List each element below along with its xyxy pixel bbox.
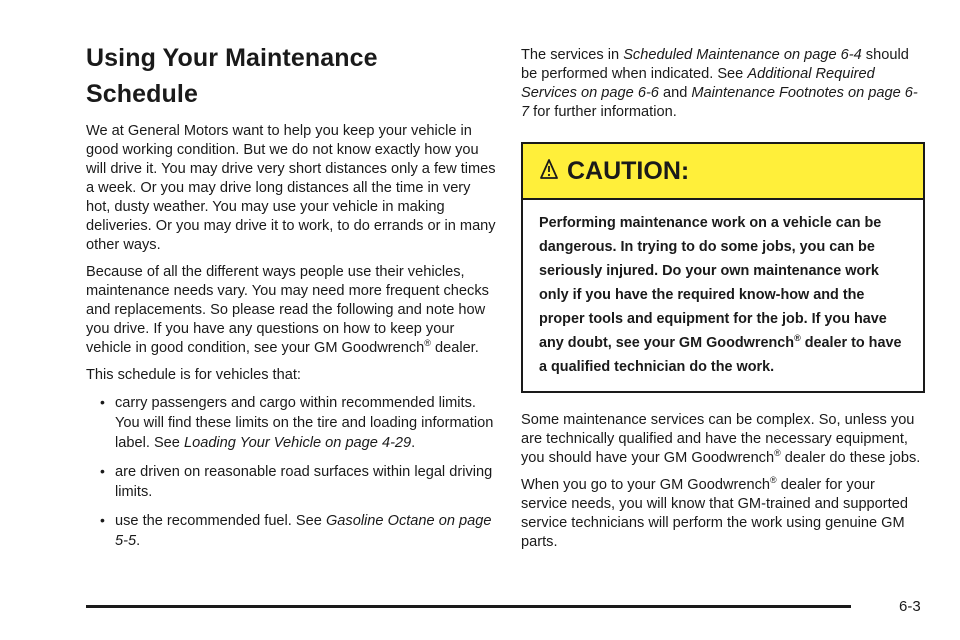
services-paragraph: The services in Scheduled Maintenance on page 6-4 should be performed when indicated. See Additional Required Services on page 6-6 and Maintenance Footnotes on page 6-7 for further information.: [521, 47, 918, 120]
vehicle-conditions-list: [86, 393, 496, 551]
caution-header: [523, 144, 923, 200]
page-number: 6-3: [899, 598, 921, 615]
complex-services-paragraph: Some maintenance services can be complex. So, unless you are technically qualified and have the necessary equipment, you should have your GM Goodwrench® dealer do these jobs.: [521, 412, 921, 466]
list-item: • use the recommended fuel. See Gasoline Octane on page 5-5.: [100, 512, 492, 549]
right-column: [521, 46, 925, 560]
registered-mark: ®: [424, 338, 431, 349]
list-item: • carry passengers and cargo within recommended limits. You will find these limits on the tire and loading information label. See Loading Your Vehicle on page 4-29.: [100, 394, 494, 451]
cross-reference: Additional Required Services on page 6-6: [521, 66, 875, 101]
bullet-icon: •: [100, 463, 105, 479]
footer-rule: [86, 605, 851, 608]
caution-title: CAUTION:: [567, 156, 690, 185]
bullet-icon: •: [100, 512, 105, 528]
page-title: Using Your Maintenance Schedule: [86, 44, 378, 108]
left-column: [86, 40, 496, 560]
usage-paragraph: Because of all the different ways people use their vehicles, maintenance needs vary. You may need more frequent checks and replacements. So please read the following and note how you drive. If you have any questions on how to keep your vehicle in good condition, see your GM Goodwrench® dealer.: [86, 264, 489, 356]
registered-mark: ®: [794, 333, 801, 344]
caution-body: [523, 200, 923, 391]
intro-paragraph: We at General Motors want to help you keep your vehicle in good working condition. But we do not know exactly how you will drive it. You may drive very short distances only a few times a week. Or you may drive long distances all the time in very hot, dusty weather. You may use your vehicle in making deliveries. Or you may drive it to work, to do errands or in many other ways.: [86, 123, 496, 253]
list-item: • are driven on reasonable road surfaces within legal driving limits.: [100, 463, 493, 500]
caution-text: Performing maintenance work on a vehicle can be dangerous. In trying to do some jobs, you can be seriously injured. Do your own maintenance work only if you have the required know-how and the proper tools and equipment for the job. If you have any doubt, see your GM Goodwrench® dealer to have a qualified technician do the work.: [539, 215, 902, 375]
registered-mark: ®: [774, 448, 781, 459]
caution-box: [521, 142, 925, 393]
registered-mark: ®: [770, 475, 777, 486]
cross-reference: Maintenance Footnotes on page 6-7: [521, 85, 918, 120]
bullet-icon: •: [100, 394, 105, 410]
schedule-scope-paragraph: This schedule is for vehicles that:: [86, 367, 301, 383]
cross-reference: Gasoline Octane on page 5-5: [115, 513, 492, 549]
warning-icon: [539, 158, 559, 180]
dealer-service-paragraph: When you go to your GM Goodwrench® dealer for your service needs, you will know that GM-trained and supported service technicians will perform the work using genuine GM parts.: [521, 475, 908, 550]
cross-reference: Loading Your Vehicle on page 4-29: [183, 435, 412, 451]
cross-reference: Scheduled Maintenance on page 6-4: [623, 47, 862, 63]
